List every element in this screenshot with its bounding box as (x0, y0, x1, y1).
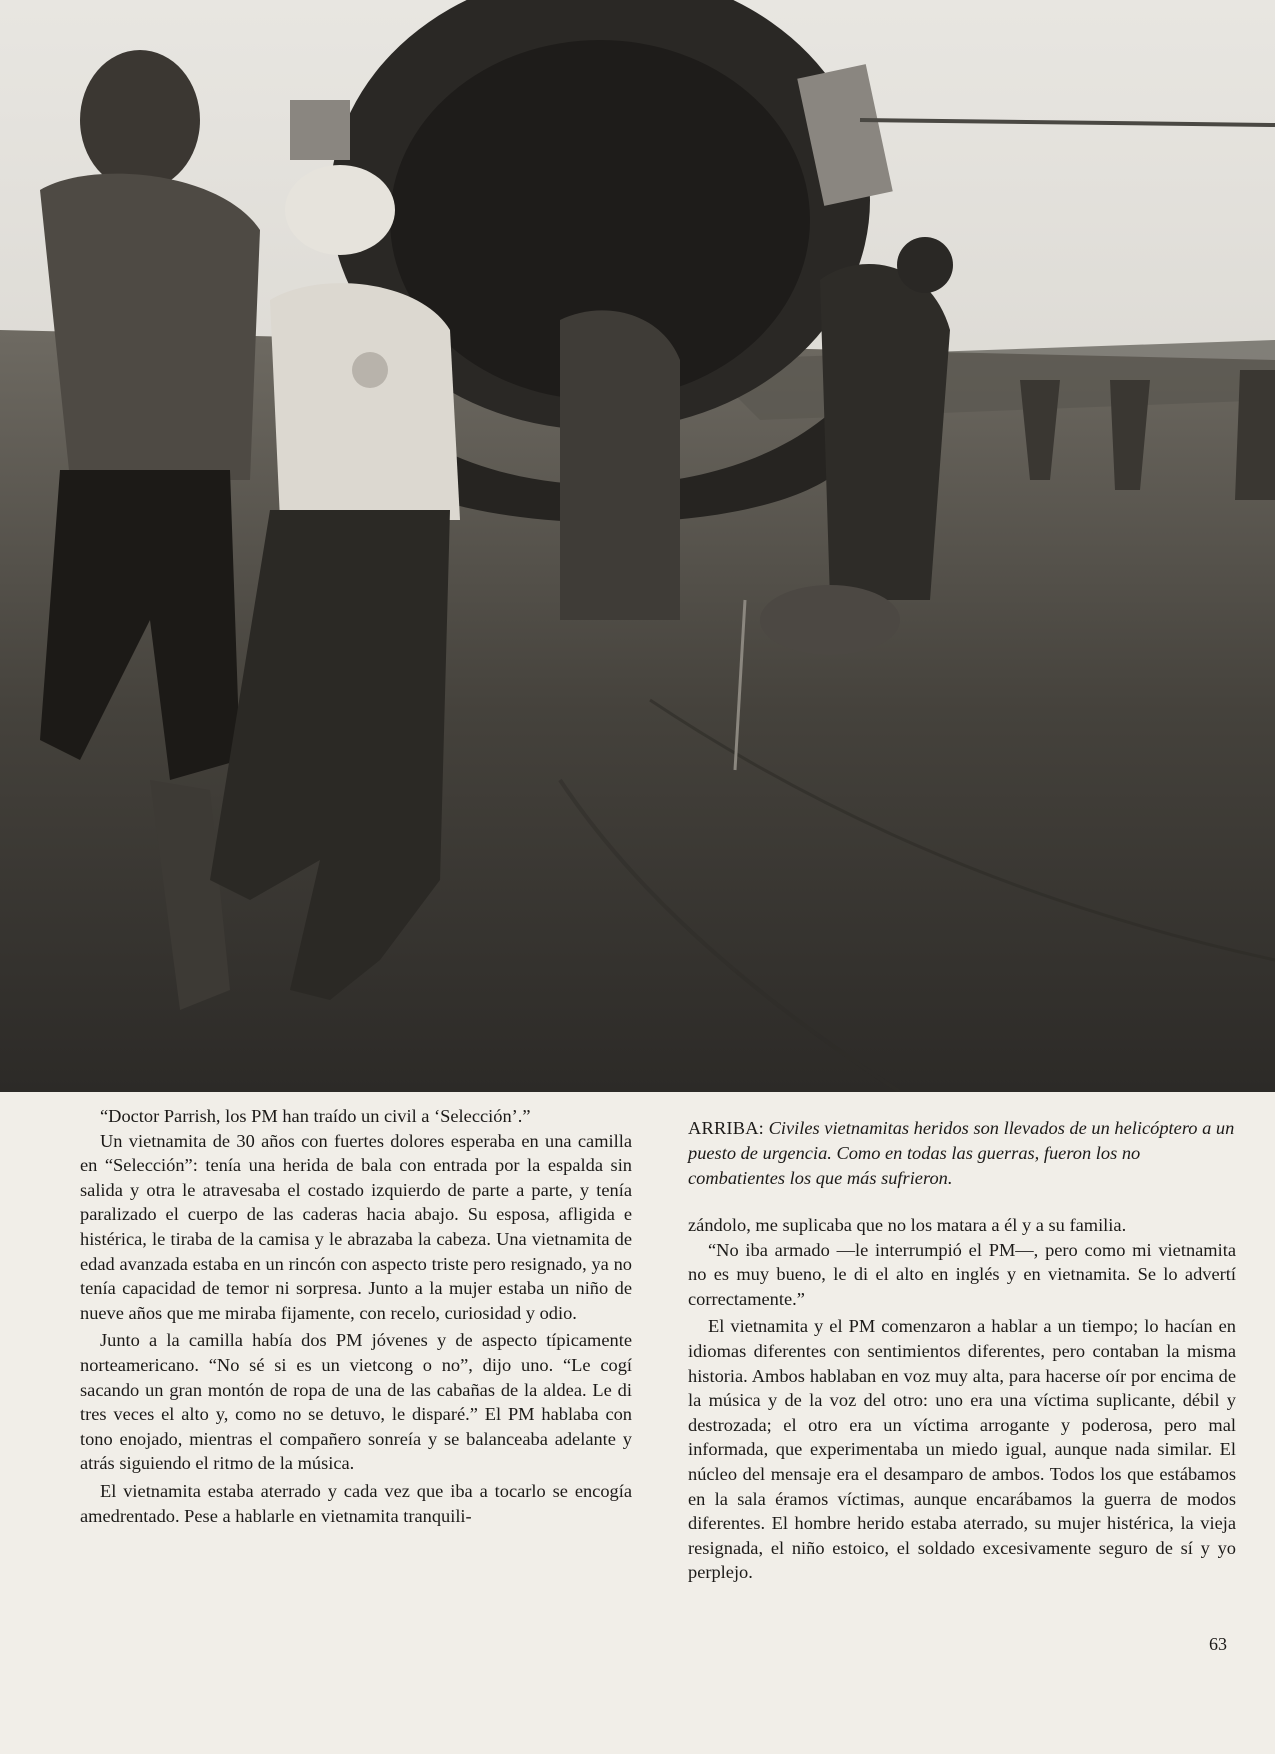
page-number: 63 (1209, 1634, 1227, 1654)
text-column-right (688, 1104, 1236, 1585)
caption-text: Civiles vietnamitas heridos son llevados de un helicóptero a un puesto de urgencia. Como en todas las guerras, fueron los no combatientes los que más sufrieron. (688, 1118, 1235, 1188)
caption-lead: ARRIBA: (688, 1118, 764, 1138)
paragraph: “Doctor Parrish, los PM han traído un civil a ‘Selección’.” (100, 1106, 531, 1126)
paragraph: Un vietnamita de 30 años con fuertes dolores esperaba en una camilla en “Selección”: tenía una herida de bala con entrada por la espalda sin salida y otra le atravesaba el costado izquierdo de parte a parte, y tenía paralizado el cuerpo de las caderas hacia abajo. Su esposa, afligida e histérica, le tiraba de la camisa y le abrazaba la cabeza. Una vietnamita de edad avanzada estaba en un rincón con aspecto triste pero resignado, ya no tenía capacidad de temor ni sorpresa. Junto a la mujer estaba un niño de nueve años que me miraba fijamente, con recelo, curiosidad y odio. (80, 1130, 632, 1323)
paragraph: El vietnamita y el PM comenzaron a hablar a un tiempo; lo hacían en idiomas diferentes con sentimientos diferentes, pero contaban la misma historia. Ambos hablaban en voz muy alta, para hacerse oír por encima de la música y de la voz del otro: uno era una víctima suplicante, débil y destrozada; el otro era un víctima arrogante y poderosa, pero mal informada, que experimentaba un miedo igual, aunque nada similar. El núcleo del mensaje era el desamparo de ambos. Todos los que estábamos en la sala éramos víctimas, aunque encarábamos la guerra de modos diferentes. El hombre herido estaba aterrado, su mujer histérica, la vieja resignada, el niño estoico, el soldado excesivamente seguro de sí y yo perplejo. (688, 1316, 1236, 1583)
text-column-left (80, 1104, 632, 1528)
photo-caption (688, 1116, 1236, 1191)
paragraph: “No iba armado —le interrumpió el PM—, pero como mi vietnamita no es muy bueno, le di el alto en inglés y en vietnamita. Se lo advertí correctamente.” (688, 1239, 1236, 1309)
paragraph: zándolo, me suplicaba que no los matara a él y a su familia. (688, 1215, 1127, 1235)
paragraph: El vietnamita estaba aterrado y cada vez que iba a tocarlo se encogía amedrentado. Pese a hablarle en vietnamita tranquili- (80, 1480, 632, 1526)
paragraph: Junto a la camilla había dos PM jóvenes y de aspecto típicamente norteamericano. “No sé si es un vietcong o no”, dijo uno. “Le cogí sacando un gran montón de ropa de una de las cabañas de la aldea. Le di tres veces el alto y, como no se detuvo, le disparé.” El PM hablaba con tono enojado, mientras el compañero sonreía y se balanceaba adelante y atrás siguiendo el ritmo de la música. (80, 1330, 632, 1474)
